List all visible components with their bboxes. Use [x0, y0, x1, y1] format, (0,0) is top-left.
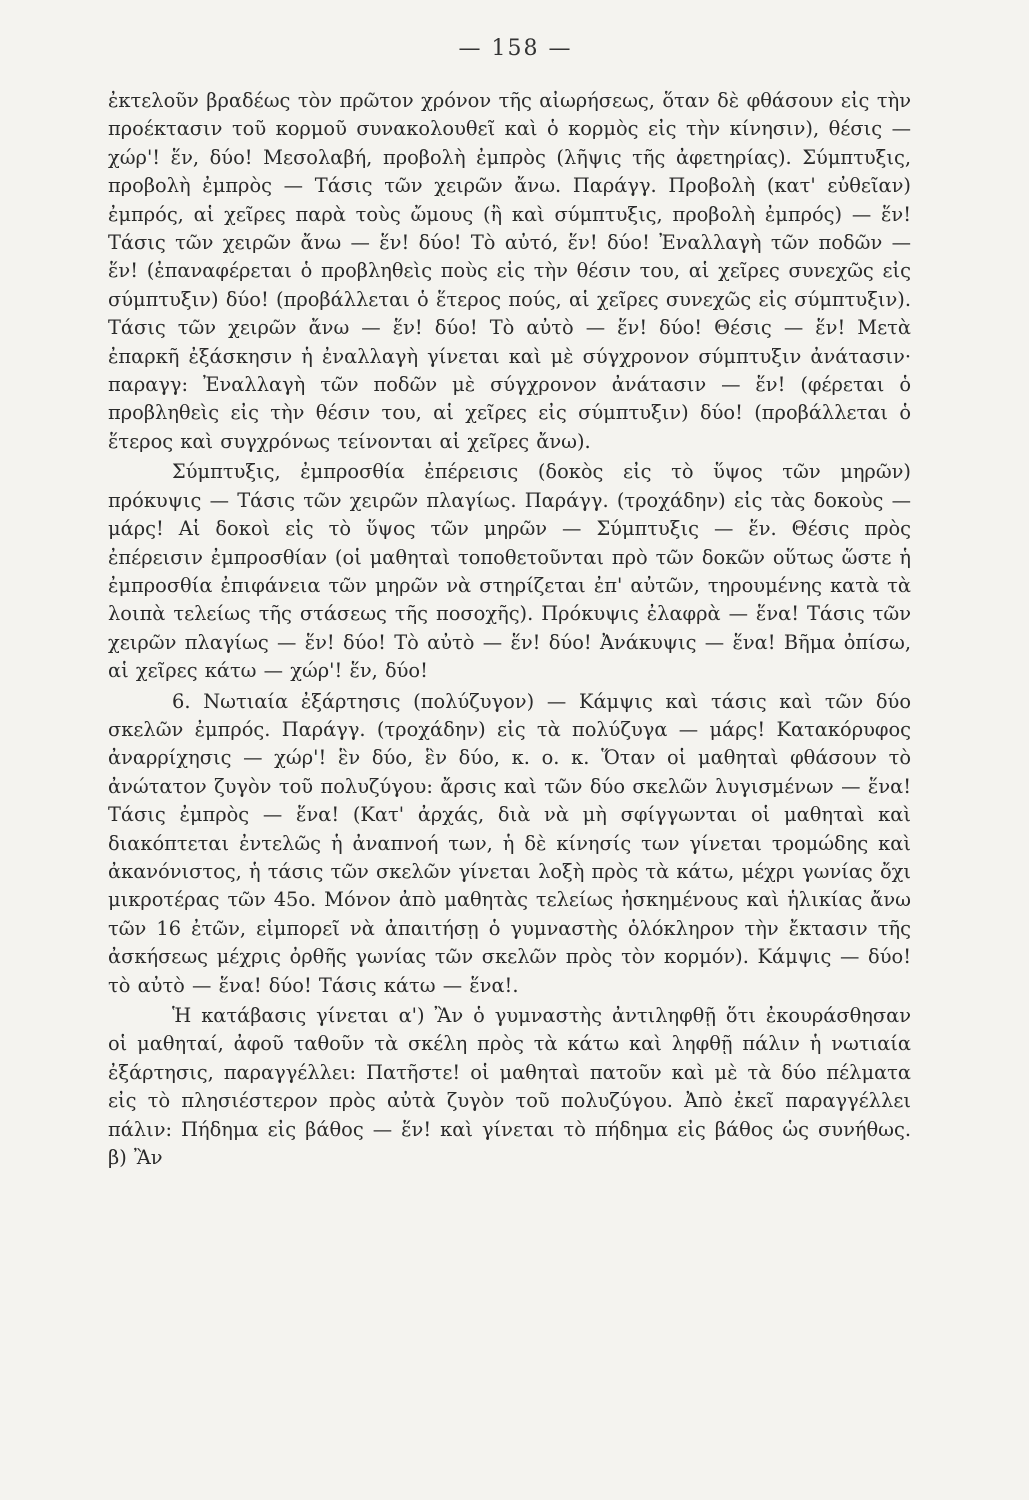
page-number: — 158 — [458, 36, 573, 61]
paragraph-2: Σύμπτυξις, ἐμπροσθία ἐπέρεισις (δοκὸς εἰς τὸ ὕψος τῶν μηρῶν) πρόκυψις — Τάσις τῶν χειρῶν πλαγίως. Παράγγ. (τροχάδην) εἰς τὰς δοκοὺς — μάρς! Αἱ δοκοὶ εἰς τὸ ὕψος τῶν μηρῶν — Σύμπτυξις — ἕν. Θέσις πρὸς ἐπέρεισιν ἐμπροσθίαν (οἱ μαθηταὶ τοποθετοῦνται πρὸ τῶν δοκῶν οὕτως ὥστε ἡ ἐμπροσθία ἐπιφάνεια τῶν μηρῶν νὰ στηρίζεται ἐπ' αὐτῶν, τηρουμένης κατὰ τὰ λοιπὰ τελείως τῆς στάσεως τῆς ποσοχῆς). Πρόκυψις ἐλαφρὰ — ἕνα! Τάσις τῶν χειρῶν πλαγίως — ἕν! δύο! Τὸ αὐτὸ — ἕν! δύο! Ἀνάκυψις — ἕνα! Βῆμα ὀπίσω, αἱ χεῖρες κάτω — χώρ'! ἕν, δύο! [108, 460, 911, 683]
paragraph-3: 6. Νωτιαία ἐξάρτησις (πολύζυγον) — Κάμψις καὶ τάσις καὶ τῶν δύο σκελῶν ἐμπρός. Παράγγ. (τροχάδην) εἰς τὰ πολύζυγα — μάρς! Κατακόρυφος ἀναρρίχησις — χώρ'! ἓν δύο, ἓν δύο, κ. ο. κ. Ὅταν οἱ μαθηταὶ φθάσουν τὸ ἀνώτατον ζυγὸν τοῦ πολυζύγου: ἄρσις καὶ τῶν δύο σκελῶν λυγισμένων — ἕνα! Τάσις ἐμπρὸς — ἕνα! (Κατ' ἀρχάς, διὰ νὰ μὴ σφίγγωνται οἱ μαθηταὶ καὶ διακόπτεται ἐντελῶς ἡ ἀναπνοή των, ἡ δὲ κίνησίς των γίνεται τρομώδης καὶ ἀκανόνιστος, ἡ τάσις τῶν σκελῶν γίνεται λοξὴ πρὸς τὰ κάτω, μέχρι γωνίας ὄχι μικροτέρας τῶν 45ο. Μόνον ἀπὸ μαθητὰς τελείως ἠσκημένους καὶ ἡλικίας ἄνω τῶν 16 ἐτῶν, εἰμπορεῖ νὰ ἀπαιτήσῃ ὁ γυμναστὴς ὁλόκληρον τὴν ἔκτασιν τῆς ἀσκήσεως μέχρις ὀρθῆς γωνίας τῶν σκελῶν πρὸς τὸν κορμόν). Κάμψις — δύο! τὸ αὐτὸ — ἕνα! δύο! Τάσις κάτω — ἕνα!. [108, 689, 911, 997]
paragraph-1: ἐκτελοῦν βραδέως τὸν πρῶτον χρόνον τῆς αἰωρήσεως, ὅταν δὲ φθάσουν εἰς τὴν προέκτασιν τοῦ κορμοῦ συνακολουθεῖ καὶ ὁ κορμὸς εἰς τὴν κίνησιν), θέσις — χώρ'! ἕν, δύο! Μεσολαβή, προβολὴ ἐμπρὸς (λῆψις τῆς ἀφετηρίας). Σύμπτυξις, προβολὴ ἐμπρὸς — Τάσις τῶν χειρῶν ἄνω. Παράγγ. Προβολὴ (κατ' εὐθεῖαν) ἐμπρός, αἱ χεῖρες παρὰ τοὺς ὤμους (ἢ καὶ σύμπτυξις, προβολὴ ἐμπρός) — ἕν! Τάσις τῶν χειρῶν ἄνω — ἕν! δύο! Τὸ αὐτό, ἕν! δύο! Ἐναλλαγὴ τῶν ποδῶν — ἕν! (ἐπαναφέρεται ὁ προβληθεὶς ποὺς εἰς τὴν θέσιν του, αἱ χεῖρες συνεχῶς εἰς σύμπτυξιν) δύο! (προβάλλεται ὁ ἕτερος πούς, αἱ χεῖρες συνεχῶς εἰς σύμπτυξιν). Τάσις τῶν χειρῶν ἄνω — ἕν! δύο! Τὸ αὐτὸ — ἕν! δύο! Θέσις — ἕν! Μετὰ ἐπαρκῆ ἐξάσκησιν ἡ ἐναλλαγὴ γίνεται καὶ μὲ σύγχρονον σύμπτυξιν ἀνάτασιν· παραγγ: Ἐναλλαγὴ τῶν ποδῶν μὲ σύγχρονον ἀνάτασιν — ἕν! (φέρεται ὁ προβληθεὶς εἰς τὴν θέσιν του, αἱ χεῖρες εἰς σύμπτυξιν) δύο! (προβάλλεται ὁ ἕτερος καὶ συγχρόνως τείνονται αἱ χεῖρες ἄνω). [108, 89, 911, 453]
paragraph-4: Ἡ κατάβασις γίνεται α') Ἂν ὁ γυμναστὴς ἀντιληφθῇ ὅτι ἐκουράσθησαν οἱ μαθηταί, ἀφοῦ ταθοῦν τὰ σκέλη πρὸς τὰ κάτω καὶ ληφθῇ πάλιν ἡ νωτιαία ἐξάρτησις, παραγγέλλει: Πατῆστε! οἱ μαθηταὶ πατοῦν καὶ μὲ τὰ δύο πέλματα εἰς τὸ πλησιέστερον πρὸς αὐτὰ ζυγὸν τοῦ πολυζύγου. Ἀπὸ ἐκεῖ παραγγέλλει πάλιν: Πήδημα εἰς βάθος — ἕν! καὶ γίνεται τὸ πήδημα εἰς βάθος ὡς συνήθως. β) Ἂν [108, 1004, 911, 1170]
